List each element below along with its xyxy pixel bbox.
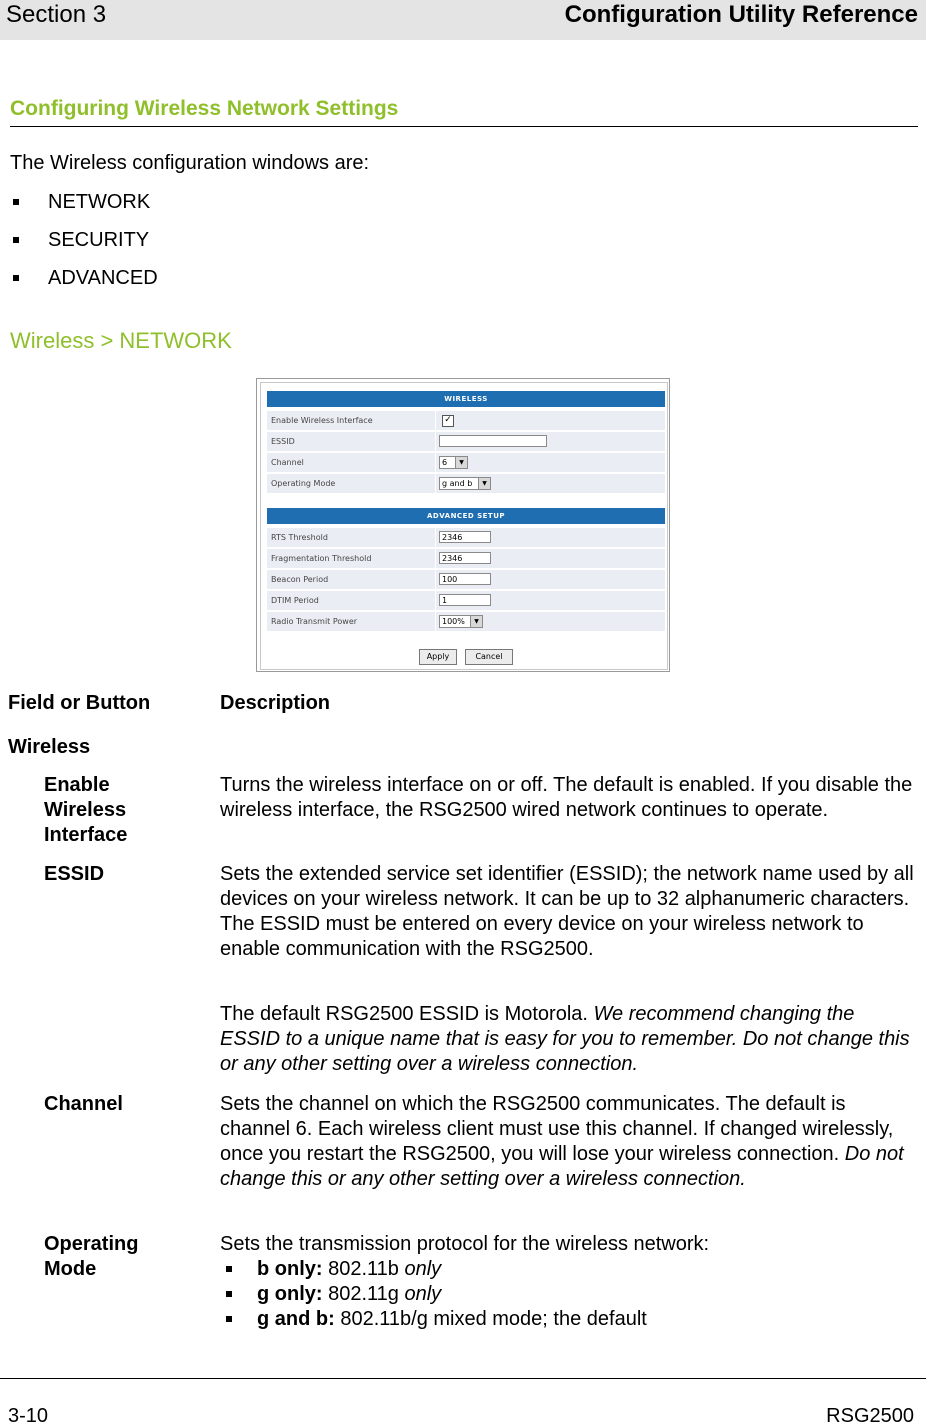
beacon-input[interactable]: 100: [439, 573, 491, 585]
dtim-row: [267, 591, 665, 610]
field-channel: Channel: [44, 1093, 123, 1115]
wireless-bar: WIRELESS: [267, 391, 665, 407]
mode-list: [220, 1257, 647, 1332]
field-operating-mode: Operating Mode: [44, 1233, 139, 1280]
essid-row: [267, 432, 665, 451]
desc-operating-mode: Sets the transmission protocol for the wireless network:: [220, 1233, 710, 1255]
fragmentation-row: [267, 549, 665, 568]
enable-wireless-label: Enable Wireless Interface: [271, 416, 373, 425]
rts-input[interactable]: 2346: [439, 531, 491, 543]
power-label: Radio Transmit Power: [271, 617, 358, 626]
chevron-down-icon: ▼: [455, 457, 467, 468]
dtim-label: DTIM Period: [271, 596, 319, 605]
rts-label: RTS Threshold: [271, 533, 328, 542]
fragmentation-label: Fragmentation Threshold: [271, 554, 372, 563]
section-label: Section 3: [6, 1, 107, 28]
operating-mode-select[interactable]: g and b ▼: [439, 477, 491, 490]
beacon-label: Beacon Period: [271, 575, 329, 584]
section-heading: Configuring Wireless Network Settings: [10, 97, 399, 120]
operating-mode-row: [267, 474, 665, 493]
field-enable-wireless: Enable Wireless Interface: [44, 774, 128, 846]
subsection-heading: Wireless > NETWORK: [10, 328, 232, 353]
list-item: ADVANCED: [10, 266, 158, 304]
product-name: RSG2500: [826, 1405, 914, 1427]
desc-essid: Sets the extended service set identifier (ESSID); the network name used by all devices on your wireless network. It can be up to 32 alphanumeric characters. The ESSID must be entered on every device on your wireless network to enable communication with the RSG2500.: [220, 863, 914, 960]
rts-row: [267, 528, 665, 547]
column-header-description: Description: [220, 692, 331, 714]
chevron-down-icon: ▼: [478, 478, 490, 489]
chevron-down-icon: ▼: [470, 616, 482, 627]
power-select[interactable]: 100% ▼: [439, 615, 483, 628]
list-item: g and b: 802.11b/g mixed mode; the default: [220, 1307, 647, 1332]
list-item: g only: 802.11g only: [220, 1282, 647, 1307]
cancel-button[interactable]: Cancel: [465, 649, 513, 665]
screenshot-figure: [256, 378, 670, 672]
window-list: [10, 190, 158, 304]
table-section-wireless: Wireless: [8, 736, 91, 758]
dtim-input[interactable]: 1: [439, 594, 491, 606]
operating-mode-label: Operating Mode: [271, 479, 336, 488]
heading-rule: [10, 126, 918, 127]
essid-label: ESSID: [271, 437, 295, 446]
enable-wireless-checkbox[interactable]: ✓: [442, 415, 454, 427]
column-header-field: Field or Button: [8, 692, 151, 714]
desc-essid-default: The default RSG2500 ESSID is Motorola. We recommend changing the ESSID to a unique name that is easy for you to remember. Do not change this or any other setting over a wireless connection.: [220, 1003, 910, 1075]
advanced-setup-bar: ADVANCED SETUP: [267, 508, 665, 524]
channel-select[interactable]: 6 ▼: [439, 456, 468, 469]
desc-channel: Sets the channel on which the RSG2500 communicates. The default is channel 6. Each wireless client must use this channel. If changed wirelessly, once you restart the RSG2500, you will lose your wireless connection. Do not change this or any other setting over a wireless connection.: [220, 1093, 904, 1190]
list-item: NETWORK: [10, 190, 158, 228]
fragmentation-input[interactable]: 2346: [439, 552, 491, 564]
list-item: b only: 802.11b only: [220, 1257, 647, 1282]
channel-label: Channel: [271, 458, 304, 467]
intro-text: The Wireless configuration windows are:: [10, 152, 370, 174]
essid-input[interactable]: [439, 435, 547, 447]
chapter-title: Configuration Utility Reference: [564, 1, 918, 28]
enable-wireless-row: [267, 411, 665, 430]
channel-row: [267, 453, 665, 472]
apply-button[interactable]: Apply: [419, 649, 457, 665]
page-header: [0, 0, 926, 40]
power-row: [267, 612, 665, 631]
field-essid: ESSID: [44, 863, 105, 885]
footer-rule: [0, 1378, 926, 1379]
desc-enable-wireless: Turns the wireless interface on or off. The default is enabled. If you disable the wireless interface, the RSG2500 wired network continues to operate.: [220, 774, 913, 821]
screenshot-panel: [260, 382, 668, 670]
list-item: SECURITY: [10, 228, 158, 266]
beacon-row: [267, 570, 665, 589]
page-number: 3-10: [8, 1405, 49, 1427]
